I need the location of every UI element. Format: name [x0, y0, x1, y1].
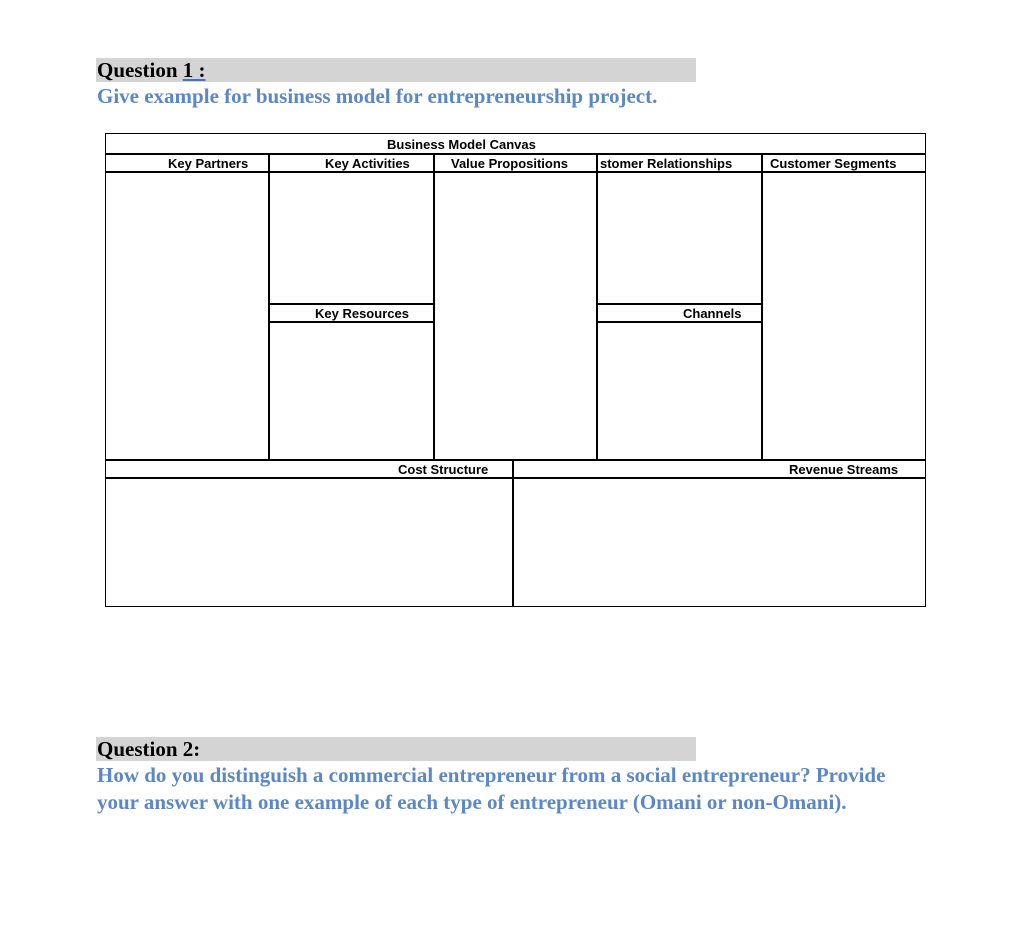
question-2-title: Question 2: — [97, 737, 201, 761]
value-propositions-cell — [433, 171, 598, 461]
revenue-streams-label: Revenue Streams — [789, 462, 899, 477]
cost-structure-cell — [105, 477, 514, 607]
revenue-streams-cell — [512, 477, 926, 607]
cost-structure-label: Cost Structure — [398, 462, 489, 477]
question-1-text: Give example for business model for entrepreneurship project. — [97, 84, 658, 108]
customer-segments-cell — [761, 171, 926, 461]
value-propositions-label: Value Propositions — [451, 156, 569, 171]
question-1-label: Question — [97, 58, 178, 82]
key-activities-cell — [268, 171, 435, 305]
customer-relationships-label: stomer Relationships — [600, 156, 733, 171]
canvas-title: Business Model Canvas — [387, 137, 536, 152]
key-activities-label: Key Activities — [325, 156, 410, 171]
business-model-canvas — [105, 133, 926, 607]
question-1-number: 1 : — [182, 58, 206, 82]
question-1-title — [97, 58, 206, 82]
key-partners-cell — [105, 171, 270, 461]
channels-cell — [596, 321, 763, 461]
customer-relationships-cell — [596, 171, 763, 305]
key-resources-label: Key Resources — [315, 306, 409, 321]
question-2-text: How do you distinguish a commercial entrepreneur from a social entrepreneur? Provide your answer with one example of each type of entrepreneur (Omani or non-Omani). — [97, 763, 886, 814]
customer-segments-label: Customer Segments — [770, 156, 897, 171]
channels-label: Channels — [683, 306, 742, 321]
key-partners-label: Key Partners — [168, 156, 249, 171]
key-resources-cell — [268, 321, 435, 461]
